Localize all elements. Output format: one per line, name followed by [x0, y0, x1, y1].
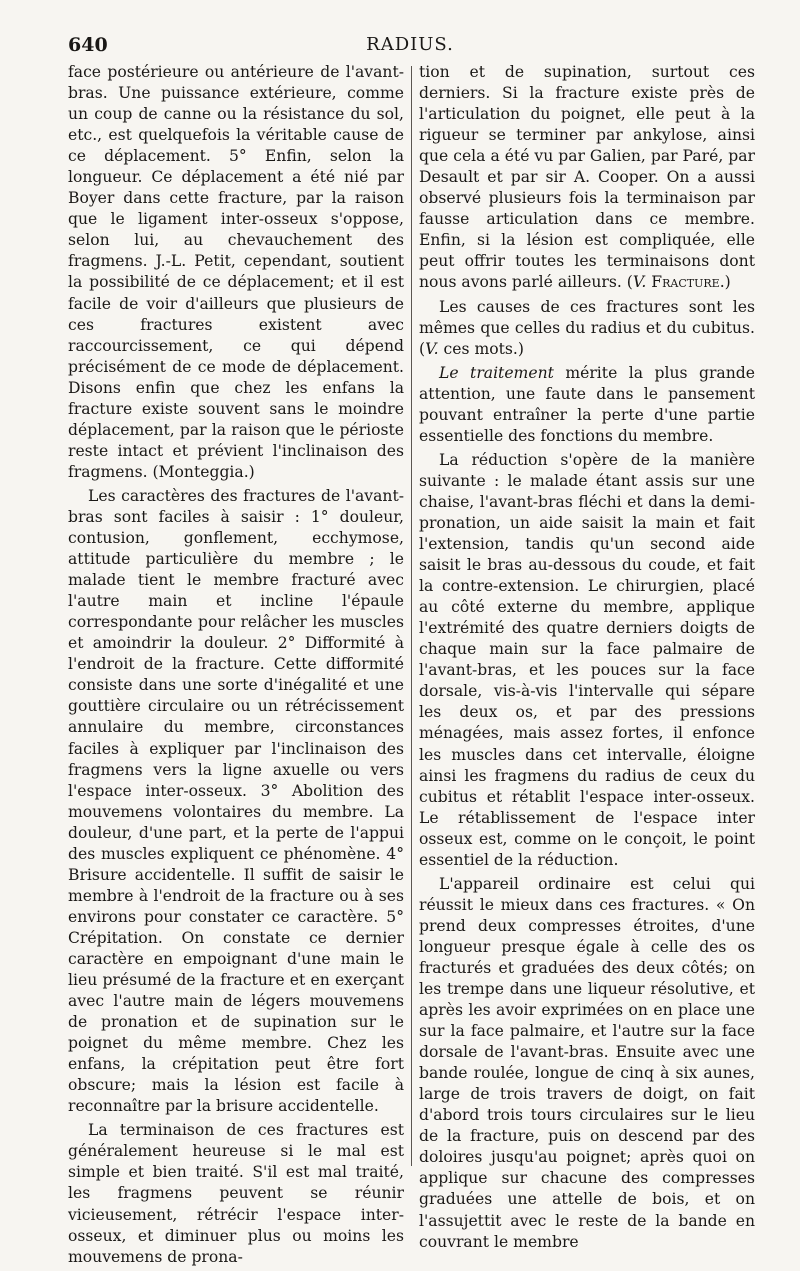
outcome-see-abbrev: V.: [632, 273, 647, 292]
paragraph-causes: [419, 297, 755, 360]
paragraph-apparatus: L'appareil ordinaire est celui qui réussit le mieux dans ces fractures. « On prend deux compresses étroites, d'une longueur presque égale à celle des os fracturés et graduées des deux côtés; on les trempe dans une liqueur résolutive, et après les avoir exprimées on en place une sur la face palmaire, et l'autre sur la face dorsale de l'avant-bras. Ensuite avec une bande roulée, longue de cinq à six aunes, large de trois travers de doigt, on fait d'abord trois tours circulaires sur le lieu de la fracture, puis on descend par des doloires jusqu'au poignet; après quoi on applique sur chacune des compresses graduées une attelle de bois, et on l'assujettit avec le reste de la bande en couvrant le membre: [419, 874, 755, 1251]
outcome-text: tion et de supination, surtout ces derniers. Si la fracture existe près de l'articulation du poignet, elle peut à la rigueur se terminer par ankylose, ainsi que cela a été vu par Galien, par Paré, par Desault et par sir A. Cooper. On a aussi observé plusieurs fois la terminaison par fausse articulation dans ce membre. Enfin, si la lésion est compliquée, elle peut offrir toutes les terminaisons dont nous avons parlé ailleurs. (: [419, 63, 755, 292]
treatment-text: mérite la plus grande attention, une faute dans le pansement pouvant entraîner la perte d'une partie essentielle des fonctions du membre.: [419, 363, 755, 445]
left-column: [68, 62, 404, 1271]
running-head: RADIUS.: [366, 34, 454, 55]
paragraph-reduction: La réduction s'opère de la manière suivante : le malade étant assis sur une chaise, l'avant-bras fléchi et dans la demi-pronation, un aide saisit la main et fait l'extension, tandis qu'un second aide saisit le bras au-dessous du coude, et fait la contre-extension. Le chirurgien, placé au côté externe du membre, applique l'extrémité des quatre derniers doigts de chaque main sur la face palmaire de l'avant-bras, et les pouces sur la face dorsale, vis-à-vis l'intervalle qui sépare les deux os, et par des pressions ménagées, mais assez fortes, il enfonce les muscles dans cet intervalle, éloigne ainsi les fragmens du radius de ceux du cubitus et rétablit l'espace inter-osseux. Le rétablissement de l'espace inter osseux est, comme on le conçoit, le point essentiel de la réduction.: [419, 450, 755, 869]
outcome-cross-reference: Fracture: [651, 273, 720, 292]
outcome-close: .): [719, 273, 731, 292]
paragraph-treatment: [419, 363, 755, 447]
paragraph-termination: La terminaison de ces fractures est généralement heureuse si le mal est simple et bien traité. S'il est mal traité, les fragmens peuvent se réunir vicieusement, rétrécir l'espace inter-osseux, et diminuer plus ou moins les mouvemens de prona-: [68, 1121, 404, 1266]
causes-see-abbrev: V.: [425, 339, 439, 358]
right-column: [419, 62, 755, 1256]
paragraph-outcome: [419, 62, 755, 294]
paragraph-characteristics: Les caractères des fractures de l'avant-bras sont faciles à saisir : 1° douleur, contusion, gonflement, ecchymose, attitude particulière du membre ; le malade tient le membre fracturé avec l'autre main et incline l'épaule correspondante pour relâcher les muscles et amoindrir la douleur. 2° Difformité à l'endroit de la fracture. Cette difformité consiste dans une sorte d'inégalité et une gouttière circulaire ou un rétrécissement annulaire du membre, circonstances faciles à expliquer par l'inclinaison des fragmens vers la ligne axuelle ou vers l'espace inter-osseux. 3° Abolition des mouvemens volontaires du membre. La douleur, d'une part, et la perte de l'appui des muscles expliquent ce phénomène. 4° Brisure accidentelle. Il suffit de saisir le membre à l'endroit de la fracture ou à ses environs pour constater ce caractère. 5° Crépitation. On constate ce dernier caractère en empoignant d'une main le lieu présumé de la fracture et en exerçant avec l'autre main de légers mouvemens de pronation et de supination sur le poignet du même membre. Chez les enfans, la crépitation peut être fort obscure; mais la lésion est facile à reconnaître par la brisure accidentelle.: [68, 486, 404, 1116]
treatment-heading: Le traitement: [439, 363, 554, 382]
paragraph-displacement: face postérieure ou antérieure de l'avant-bras. Une puissance extérieure, comme un coup de canne ou la résistance du sol, etc., est quelquefois la véritable cause de ce déplacement. 5° Enfin, selon la longueur. Ce déplacement a été nié par Boyer dans cette fracture, par la raison que le ligament inter-osseux s'oppose, selon lui, au chevauchement des fragmens. J.-L. Petit, cependant, soutient la possibilité de ce déplacement; et il est facile de voir d'ailleurs que plusieurs de ces fractures existent avec raccourcissement, ce qui dépend précisément de ce mode de déplacement. Disons enfin que chez les enfans la fracture existe souvent sans le moindre déplacement, par la raison que le périoste reste intact et prévient l'inclinaison des fragmens. (Monteggia.): [68, 63, 404, 481]
causes-text: Les causes de ces fractures sont les mêmes que celles du radius et du cubitus. (: [419, 297, 755, 358]
page-number: 640: [68, 34, 108, 56]
column-divider: [411, 66, 412, 1166]
page-header: [68, 34, 752, 64]
causes-close: ces mots.): [438, 339, 524, 358]
